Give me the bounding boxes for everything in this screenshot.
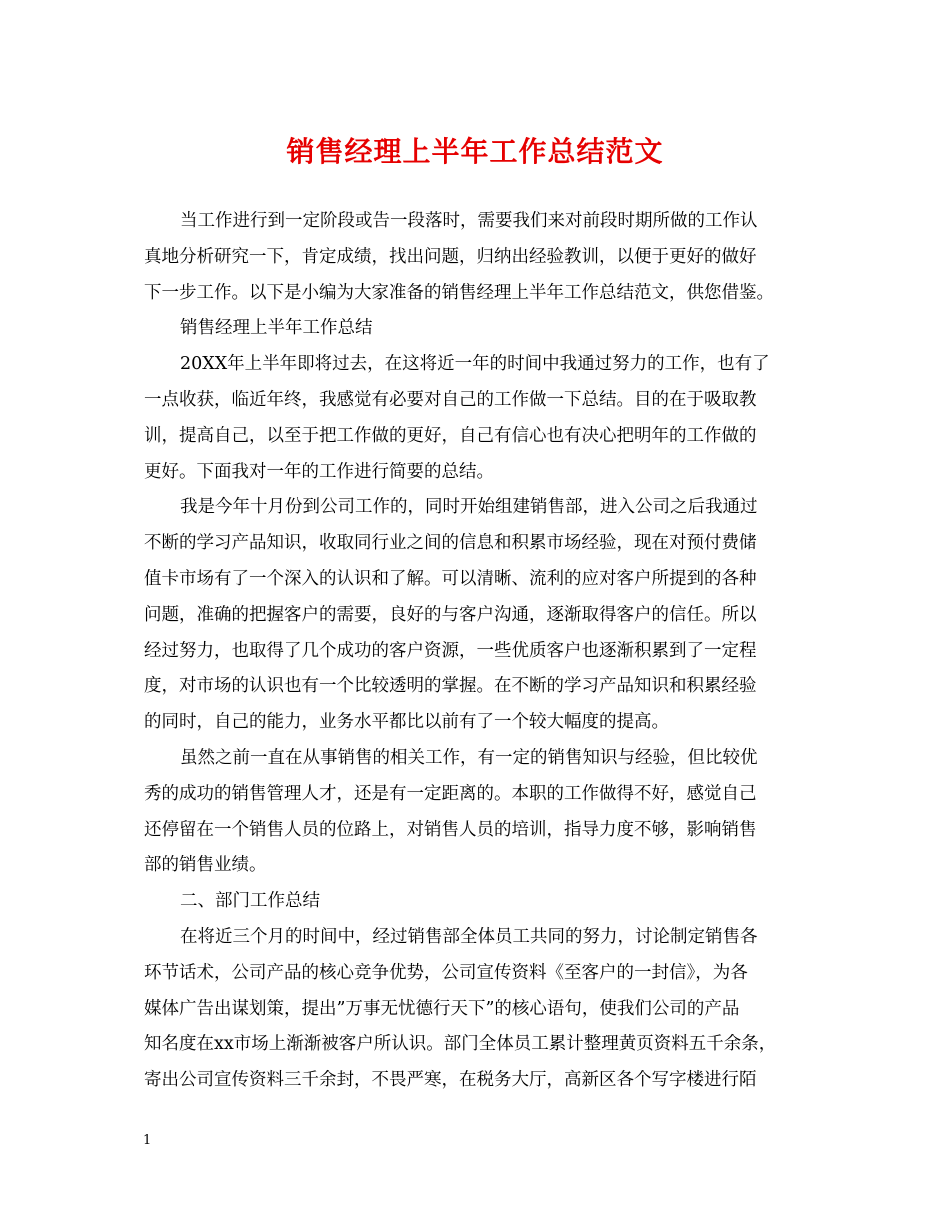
text-line: 我是今年十月份到公司工作的，同时开始组建销售部，进入公司之后我通过	[180, 497, 758, 518]
text-line: 还停留在一个销售人员的位路上，对销售人员的培训，指导力度不够，影响销售	[144, 819, 757, 840]
text-line: 经过努力，也取得了几个成功的客户资源，一些优质客户也逐渐积累到了一定程	[144, 640, 757, 661]
text-line: 不断的学习产品知识，收取同行业之间的信息和积累市场经验，现在对预付费储	[144, 533, 757, 554]
text-line: 当工作进行到一定阶段或告一段落时，需要我们来对前段时期所做的工作认	[180, 211, 758, 231]
text-line: 一点收获，临近年终，我感觉有必要对自己的工作做一下总结。目的在于吸取教	[144, 389, 757, 410]
text-line: 20XX年上半年即将过去，在这将近一年的时间中我通过努力的工作，也有了	[180, 354, 770, 375]
text-line: 训，提高自己，以至于把工作做的更好，自己有信心也有决心把明年的工作做的	[144, 425, 757, 446]
text-line: 真地分析研究一下，肯定成绩，找出问题，归纳出经验教训，以便于更好的做好	[144, 246, 757, 267]
text-line: 在将近三个月的时间中，经过销售部全体员工共同的努力，讨论制定销售各	[180, 926, 758, 947]
text-line: 更好。下面我对一年的工作进行简要的总结。	[144, 461, 494, 482]
text-line: 问题，准确的把握客户的需要，良好的与客户沟通，逐渐取得客户的信任。所以	[144, 604, 757, 625]
text-line: 度，对市场的认识也有一个比较透明的掌握。在不断的学习产品知识和积累经验	[144, 676, 757, 697]
text-line: 媒体广告出谋划策，提出”万事无忧德行天下”的核心语句，使我们公司的产品	[144, 998, 740, 1019]
text-line: 二、部门工作总结	[180, 891, 320, 912]
text-line: 秀的成功的销售管理人才，还是有一定距离的。本职的工作做得不好，感觉自己	[144, 783, 757, 804]
text-line: 环节话术，公司产品的核心竞争优势，公司宣传资料《至客户的一封信》，为各	[144, 962, 748, 983]
text-line: 知名度在xx市场上渐渐被客户所认识。部门全体员工累计整理黄页资料五千余条，	[144, 1034, 777, 1055]
text-line: 的同时，自己的能力，业务水平都比以前有了一个较大幅度的提高。	[144, 712, 669, 733]
document-title: 销售经理上半年工作总结范文	[286, 135, 664, 168]
text-line: 寄出公司宣传资料三千余封，不畏严寒，在税务大厅，高新区各个写字楼进行陌	[144, 1070, 757, 1091]
text-line: 虽然之前一直在从事销售的相关工作，有一定的销售知识与经验，但比较优	[180, 747, 758, 768]
document-body	[144, 204, 804, 1099]
text-line: 下一步工作。以下是小编为大家准备的销售经理上半年工作总结范文，供您借鉴。	[144, 282, 774, 303]
page-number: 1	[143, 1133, 152, 1148]
text-line: 销售经理上半年工作总结	[180, 318, 373, 339]
text-line: 值卡市场有了一个深入的认识和了解。可以清晰、流利的应对客户所提到的各种	[144, 568, 757, 589]
text-line: 部的销售业绩。	[144, 855, 267, 876]
